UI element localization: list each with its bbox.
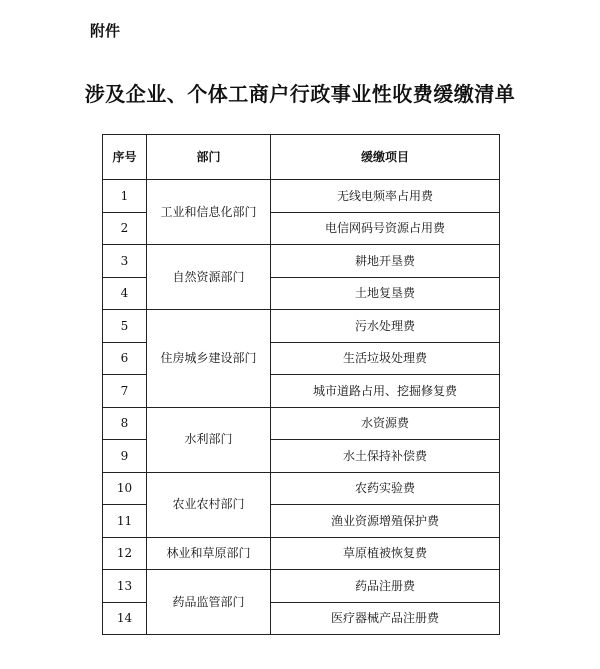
document-title: 涉及企业、个体工商户行政事业性收费缓缴清单 bbox=[84, 82, 516, 106]
deferred-item-cell: 电信网码号资源占用费 bbox=[271, 212, 500, 245]
serial-number-cell: 7 bbox=[103, 375, 147, 408]
department-cell: 药品监管部门 bbox=[147, 570, 271, 635]
deferred-item-cell: 水资源费 bbox=[271, 407, 500, 440]
department-cell: 农业农村部门 bbox=[147, 472, 271, 537]
fee-deferral-table bbox=[102, 134, 500, 635]
serial-number-cell: 2 bbox=[103, 212, 147, 245]
deferred-item-cell: 医疗器械产品注册费 bbox=[271, 602, 500, 635]
deferred-item-cell: 土地复垦费 bbox=[271, 277, 500, 310]
deferred-item-cell: 城市道路占用、挖掘修复费 bbox=[271, 375, 500, 408]
serial-number-cell: 1 bbox=[103, 180, 147, 213]
deferred-item-cell: 生活垃圾处理费 bbox=[271, 342, 500, 375]
serial-number-cell: 14 bbox=[103, 602, 147, 635]
serial-number-cell: 10 bbox=[103, 472, 147, 505]
header-deferred-item: 缓缴项目 bbox=[271, 135, 500, 180]
department-cell: 水利部门 bbox=[147, 407, 271, 472]
deferred-item-cell: 水土保持补偿费 bbox=[271, 440, 500, 473]
deferred-item-cell: 药品注册费 bbox=[271, 570, 500, 603]
table-row bbox=[103, 407, 500, 440]
deferred-item-cell: 渔业资源增殖保护费 bbox=[271, 505, 500, 538]
deferred-item-cell: 耕地开垦费 bbox=[271, 245, 500, 278]
deferred-item-cell: 农药实验费 bbox=[271, 472, 500, 505]
table-row bbox=[103, 537, 500, 570]
table-row bbox=[103, 472, 500, 505]
serial-number-cell: 13 bbox=[103, 570, 147, 603]
serial-number-cell: 5 bbox=[103, 310, 147, 343]
table-row bbox=[103, 310, 500, 343]
header-department: 部门 bbox=[147, 135, 271, 180]
serial-number-cell: 4 bbox=[103, 277, 147, 310]
serial-number-cell: 8 bbox=[103, 407, 147, 440]
serial-number-cell: 3 bbox=[103, 245, 147, 278]
attachment-label: 附件 bbox=[90, 22, 121, 40]
department-cell: 林业和草原部门 bbox=[147, 537, 271, 570]
department-cell: 自然资源部门 bbox=[147, 245, 271, 310]
department-cell: 工业和信息化部门 bbox=[147, 180, 271, 245]
deferred-item-cell: 草原植被恢复费 bbox=[271, 537, 500, 570]
serial-number-cell: 11 bbox=[103, 505, 147, 538]
table-row bbox=[103, 570, 500, 603]
table-row bbox=[103, 180, 500, 213]
serial-number-cell: 9 bbox=[103, 440, 147, 473]
header-serial-number: 序号 bbox=[103, 135, 147, 180]
table-row bbox=[103, 245, 500, 278]
serial-number-cell: 6 bbox=[103, 342, 147, 375]
deferred-item-cell: 污水处理费 bbox=[271, 310, 500, 343]
department-cell: 住房城乡建设部门 bbox=[147, 310, 271, 408]
table-header-row bbox=[103, 135, 500, 180]
table-body bbox=[103, 180, 500, 635]
deferred-item-cell: 无线电频率占用费 bbox=[271, 180, 500, 213]
serial-number-cell: 12 bbox=[103, 537, 147, 570]
